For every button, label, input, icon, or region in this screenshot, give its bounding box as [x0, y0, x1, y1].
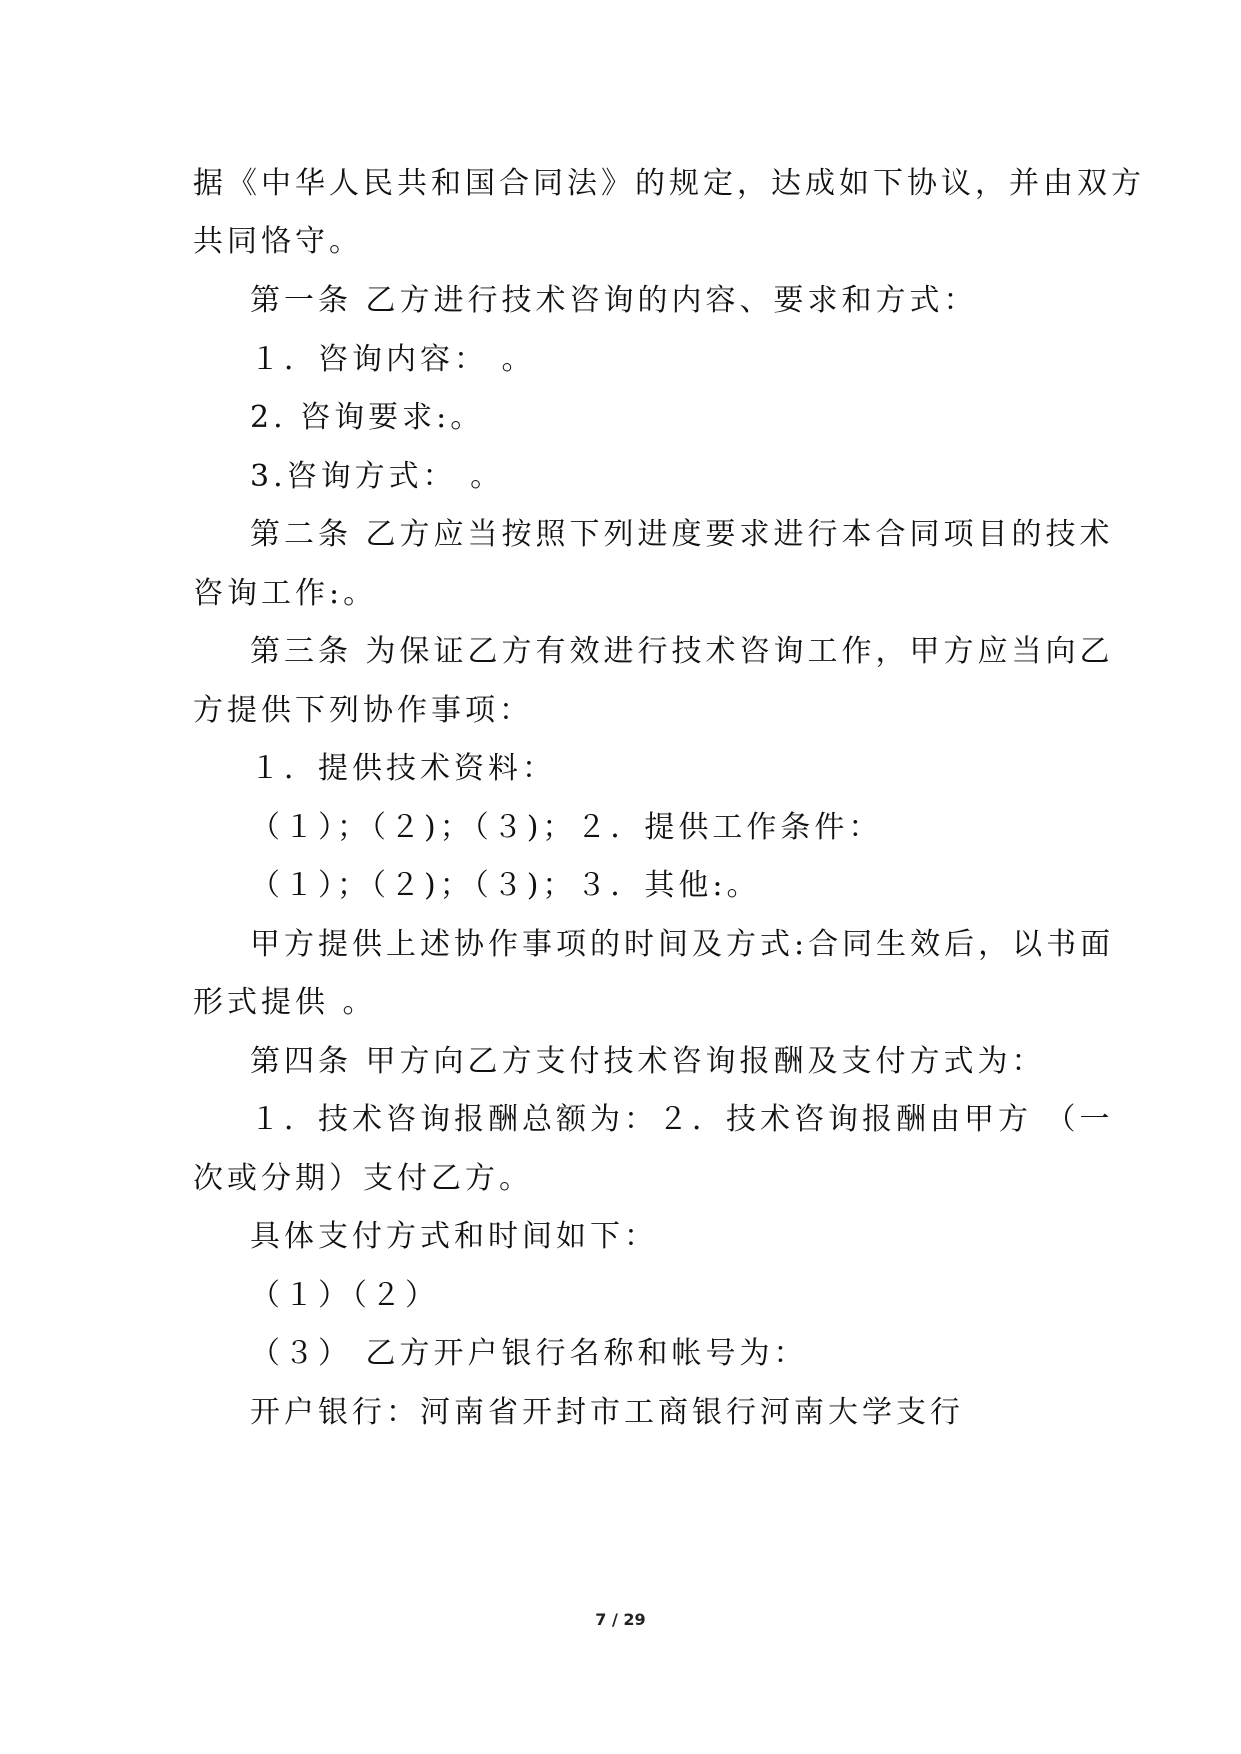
body-line: 开户银行：河南省开封市工商银行河南大学支行 [250, 1395, 964, 1430]
body-line: 具体支付方式和时间如下： [250, 1219, 658, 1254]
body-line: 共同恪守。 [193, 224, 363, 259]
body-line: 方提供下列协作事项： [193, 693, 533, 728]
body-line: （１）；（２)；（３)；２．提供工作条件： [250, 810, 883, 845]
article-heading: 第二条 乙方应当按照下列进度要求进行本合同项目的技术 [250, 517, 1114, 552]
body-line: 2. 咨询要求:。 [250, 400, 485, 435]
body-line: 形式提供 。 [193, 985, 377, 1020]
article-heading: 第三条 为保证乙方有效进行技术咨询工作，甲方应当向乙 [250, 634, 1114, 669]
body-line: （１）；（２)；（３)；３．其他:。 [250, 868, 761, 903]
article-heading: 第四条 甲方向乙方支付技术咨询报酬及支付方式为： [250, 1044, 1046, 1079]
body-line: （１）（２） [250, 1278, 439, 1313]
body-line: １．提供技术资料： [250, 751, 556, 786]
body-line: １．技术咨询报酬总额为：２．技术咨询报酬由甲方 （一 [250, 1102, 1114, 1137]
body-line: 3.咨询方式： 。 [250, 459, 505, 494]
body-line: （３） 乙方开户银行名称和帐号为： [250, 1336, 808, 1371]
body-line: 咨询工作:。 [193, 576, 378, 611]
body-line: １．咨询内容： 。 [250, 342, 536, 377]
article-heading: 第一条 乙方进行技术咨询的内容、要求和方式： [250, 283, 978, 318]
body-line: 次或分期）支付乙方。 [193, 1161, 533, 1196]
body-line: 据《中华人民共和国合同法》的规定，达成如下协议，并由双方 [193, 166, 1145, 201]
body-line: 甲方提供上述协作事项的时间及方式:合同生效后，以书面 [250, 927, 1115, 962]
page-number: 7 / 29 [595, 1610, 646, 1629]
